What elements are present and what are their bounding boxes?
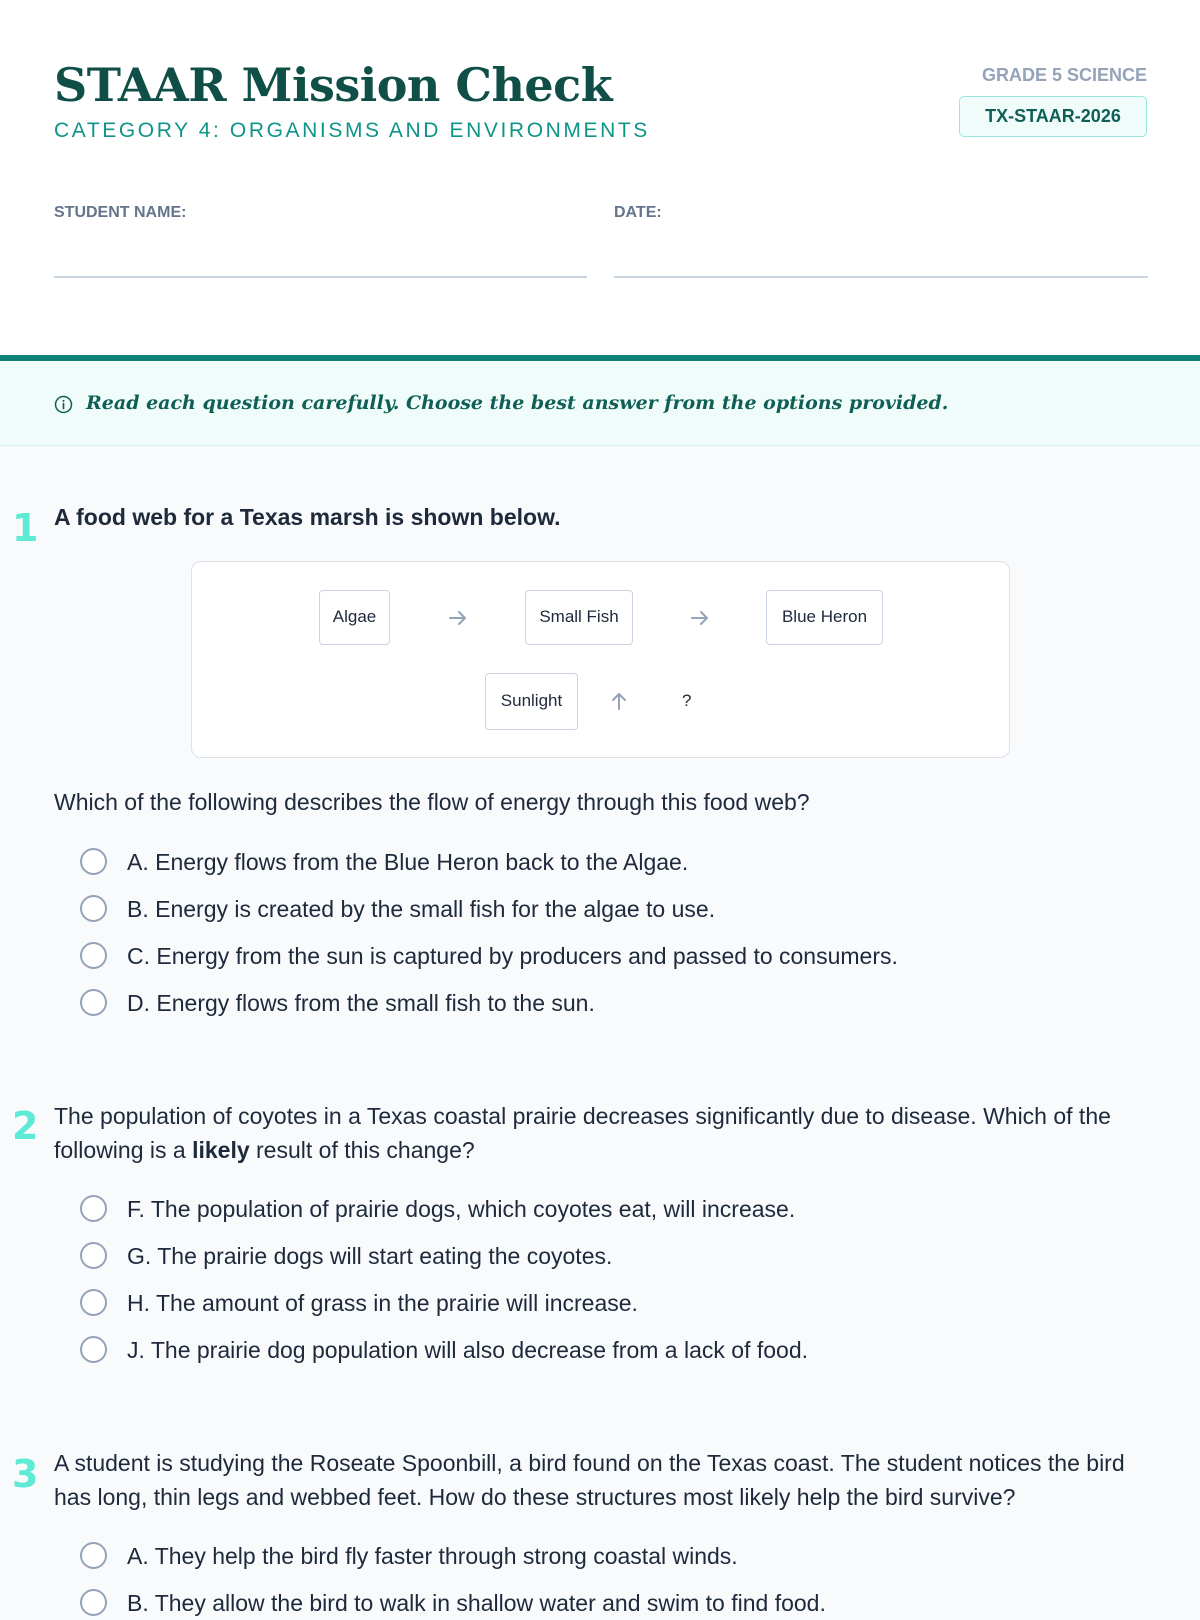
- worksheet-header: [0, 0, 1200, 361]
- question-number: 1: [12, 506, 39, 550]
- student-name-label: STUDENT NAME:: [54, 204, 187, 221]
- food-web-node-sunlight: Sunlight: [485, 673, 578, 730]
- date-label: DATE:: [614, 204, 662, 221]
- unknown-organism-marker: ?: [682, 691, 692, 710]
- answer-option[interactable]: [80, 939, 1160, 973]
- radio-button[interactable]: [80, 1589, 107, 1616]
- answer-option-label: A. They help the bird fly faster through strong coastal winds.: [127, 1543, 738, 1569]
- student-name-line[interactable]: [54, 276, 587, 278]
- food-web-diagram: [191, 561, 1010, 758]
- radio-button[interactable]: [80, 1242, 107, 1269]
- answer-option-label: G. The prairie dogs will start eating the coyotes.: [127, 1243, 613, 1269]
- page-title: STAAR Mission Check: [54, 58, 613, 112]
- question-number: 3: [12, 1452, 39, 1496]
- question-prompt: [54, 1099, 1164, 1167]
- arrow-right-icon: [688, 606, 712, 630]
- question-prompt-emphasis: likely: [192, 1137, 250, 1163]
- answer-option-label: C. Energy from the sun is captured by producers and passed to consumers.: [127, 943, 898, 969]
- answer-option[interactable]: [80, 1539, 1160, 1573]
- answer-option[interactable]: [80, 1333, 1160, 1367]
- food-web-node-algae: Algae: [319, 590, 390, 645]
- answer-option-label: D. Energy flows from the small fish to the sun.: [127, 990, 595, 1016]
- radio-button[interactable]: [80, 1195, 107, 1222]
- food-web-node-blue-heron: Blue Heron: [766, 590, 883, 645]
- question-text: Which of the following describes the flow of energy through this food web?: [54, 789, 810, 815]
- question-number: 2: [12, 1104, 39, 1148]
- answer-option-label: F. The population of prairie dogs, which coyotes eat, will increase.: [127, 1196, 796, 1222]
- radio-button[interactable]: [80, 848, 107, 875]
- answer-option[interactable]: [80, 1239, 1160, 1273]
- answer-option[interactable]: [80, 1192, 1160, 1226]
- info-icon: [54, 395, 73, 414]
- grade-label: GRADE 5 SCIENCE: [981, 65, 1147, 85]
- instructions-text: Read each question carefully. Choose the best answer from the options provided.: [86, 392, 949, 414]
- category-subtitle: CATEGORY 4: ORGANISMS AND ENVIRONMENTS: [54, 119, 650, 142]
- question-prompt: A student is studying the Roseate Spoonbill, a bird found on the Texas coast. The student notices the bird has long, thin legs and webbed feet. How do these structures most likely help the bird survive?: [54, 1450, 1125, 1510]
- answer-option[interactable]: [80, 845, 1160, 879]
- radio-button[interactable]: [80, 989, 107, 1016]
- question-prompt-text: result of this change?: [249, 1137, 475, 1163]
- radio-button[interactable]: [80, 1336, 107, 1363]
- radio-button[interactable]: [80, 1542, 107, 1569]
- answer-option-label: B. They allow the bird to walk in shallow water and swim to find food.: [127, 1590, 826, 1616]
- answer-option-label: H. The amount of grass in the prairie will increase.: [127, 1290, 638, 1316]
- question-prompt-text: The population of coyotes in a Texas coastal prairie decreases significantly due to disease. Which of the following is a: [54, 1103, 1111, 1163]
- arrow-right-icon: [446, 606, 470, 630]
- radio-button[interactable]: [80, 942, 107, 969]
- answer-option[interactable]: [80, 1286, 1160, 1320]
- test-code-badge: TX-STAAR-2026: [959, 96, 1147, 137]
- answer-option[interactable]: [80, 892, 1160, 926]
- radio-button[interactable]: [80, 895, 107, 922]
- food-web-node-small-fish: Small Fish: [525, 590, 633, 645]
- arrow-up-icon: [607, 689, 631, 713]
- answer-option-label: A. Energy flows from the Blue Heron back to the Algae.: [127, 849, 689, 875]
- radio-button[interactable]: [80, 1289, 107, 1316]
- date-line[interactable]: [614, 276, 1148, 278]
- instructions-banner: [0, 361, 1200, 446]
- answer-option[interactable]: [80, 1586, 1160, 1620]
- question-prompt: A food web for a Texas marsh is shown below.: [54, 504, 561, 530]
- answer-option-label: B. Energy is created by the small fish for the algae to use.: [127, 896, 716, 922]
- answer-option[interactable]: [80, 986, 1160, 1020]
- answer-option-label: J. The prairie dog population will also decrease from a lack of food.: [127, 1337, 809, 1363]
